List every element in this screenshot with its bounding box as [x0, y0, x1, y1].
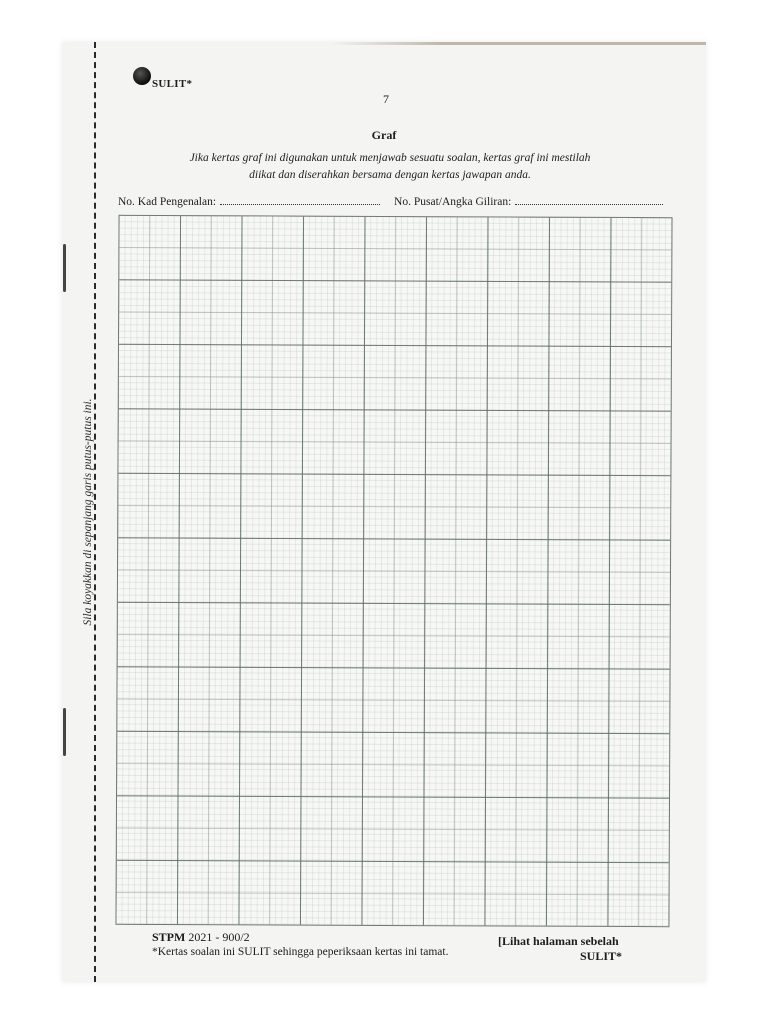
page-number: 7 — [383, 92, 389, 106]
confidential-note: *Kertas soalan ini SULIT sehingga peperiksaan kertas ini tamat. — [152, 946, 449, 958]
candidate-fields — [118, 194, 674, 208]
instruction-text — [160, 150, 620, 184]
tear-off-instruction: Sila koyakkan di sepanjang garis putus-putus ini. — [82, 395, 94, 628]
centre-number-field[interactable] — [515, 194, 663, 205]
paper-code — [152, 930, 250, 945]
page-edge-shadow — [330, 42, 706, 45]
next-page-note: [Lihat halaman sebelah — [498, 934, 619, 948]
centre-number-label: No. Pusat/Angka Giliran: — [394, 196, 512, 208]
id-number-field[interactable] — [220, 194, 380, 205]
punch-hole-icon — [133, 67, 151, 85]
confidential-label: SULIT* — [152, 78, 193, 90]
page-title: Graf — [371, 128, 397, 142]
id-number-label: No. Kad Pengenalan: — [118, 196, 217, 208]
graph-paper-grid[interactable] — [115, 215, 672, 927]
paper-code-bold: STPM — [152, 930, 186, 944]
instruction-line: Jika kertas graf ini digunakan untuk menjawab sesuatu soalan, kertas graf ini mestilah — [189, 152, 591, 164]
confidential-label-footer: SULIT* — [580, 949, 623, 963]
staple-mark — [63, 244, 66, 292]
staple-mark — [63, 708, 66, 756]
paper-code-rest: 2021 - 900/2 — [185, 930, 250, 944]
instruction-line: diikat dan diserahkan bersama dengan kertas jawapan anda. — [249, 169, 531, 181]
tear-off-dashed-line — [94, 42, 96, 982]
